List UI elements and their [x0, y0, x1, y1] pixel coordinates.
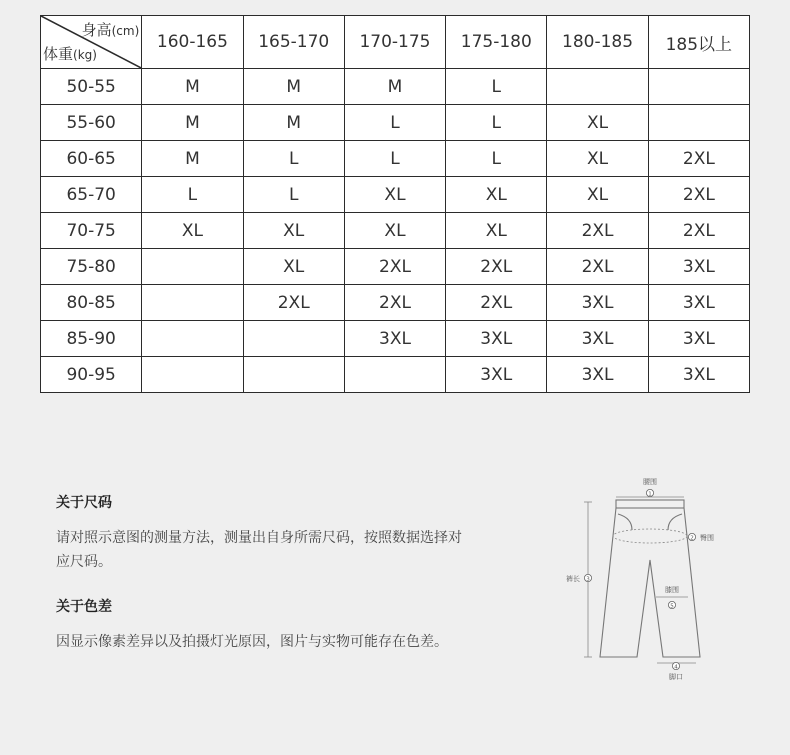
size-cell: M	[142, 105, 243, 141]
weight-row	[41, 69, 750, 105]
size-cell: 2XL	[243, 285, 344, 321]
weight-range-cell: 50-55	[41, 69, 142, 105]
size-cell: 3XL	[446, 357, 547, 393]
height-range-header: 160-165	[142, 16, 243, 69]
height-range-header: 175-180	[446, 16, 547, 69]
about-color-text: 因显示像素差异以及拍摄灯光原因，图片与实物可能存在色差。	[56, 634, 448, 650]
marker-2-number: 2	[690, 535, 694, 542]
size-cell: M	[344, 69, 445, 105]
header-row	[41, 16, 750, 69]
weight-range-cell: 65-70	[41, 177, 142, 213]
about-color-title: 关于色差	[56, 599, 112, 615]
size-cell: 2XL	[648, 177, 749, 213]
weight-range-cell: 90-95	[41, 357, 142, 393]
size-cell: 2XL	[446, 249, 547, 285]
height-range-header: 170-175	[344, 16, 445, 69]
size-cell: 2XL	[648, 213, 749, 249]
size-cell: L	[446, 105, 547, 141]
height-range-header: 185以上	[648, 16, 749, 69]
weight-row	[41, 177, 750, 213]
size-cell: XL	[344, 177, 445, 213]
size-cell: L	[142, 177, 243, 213]
size-cell: 2XL	[547, 249, 648, 285]
size-cell	[344, 357, 445, 393]
weight-row	[41, 321, 750, 357]
size-cell: 3XL	[547, 285, 648, 321]
weight-row	[41, 357, 750, 393]
knee-label: 膝围	[665, 586, 679, 594]
size-cell: 3XL	[648, 357, 749, 393]
hem-label: 脚口	[669, 673, 683, 681]
size-cell: XL	[142, 213, 243, 249]
size-cell	[243, 357, 344, 393]
size-cell: XL	[446, 177, 547, 213]
size-cell: L	[243, 141, 344, 177]
about-size-section	[56, 492, 471, 574]
size-cell: L	[344, 141, 445, 177]
size-cell: XL	[547, 177, 648, 213]
size-cell: L	[446, 141, 547, 177]
weight-range-cell: 55-60	[41, 105, 142, 141]
marker-4-number: 4	[674, 664, 678, 671]
size-cell: XL	[547, 105, 648, 141]
weight-range-cell: 75-80	[41, 249, 142, 285]
marker-5-number: 5	[670, 603, 674, 610]
size-cell: 3XL	[547, 357, 648, 393]
size-cell	[142, 285, 243, 321]
size-cell	[547, 69, 648, 105]
weight-range-cell: 80-85	[41, 285, 142, 321]
size-cell	[142, 357, 243, 393]
weight-row	[41, 105, 750, 141]
about-size-text: 请对照示意图的测量方法，测量出自身所需尺码，按照数据选择对应尺码。	[56, 530, 462, 570]
weight-row	[41, 249, 750, 285]
about-size-title: 关于尺码	[56, 495, 112, 511]
height-axis-label: 身高(cm)	[81, 21, 140, 39]
size-cell: 3XL	[446, 321, 547, 357]
size-chart-table	[40, 15, 750, 393]
size-cell: 3XL	[344, 321, 445, 357]
size-cell: 2XL	[446, 285, 547, 321]
pants-measurement-diagram	[560, 470, 740, 685]
marker-1-number: 1	[648, 491, 652, 498]
size-cell	[142, 321, 243, 357]
length-label: 裤长	[566, 575, 580, 583]
marker-3-number: 3	[586, 576, 590, 583]
weight-range-cell: 60-65	[41, 141, 142, 177]
hip-label: 臀围	[700, 534, 714, 542]
size-cell: XL	[547, 141, 648, 177]
size-cell: 2XL	[547, 213, 648, 249]
size-cell: 3XL	[648, 321, 749, 357]
size-cell: 2XL	[344, 285, 445, 321]
size-cell: M	[243, 69, 344, 105]
size-cell: M	[142, 69, 243, 105]
size-cell: 3XL	[547, 321, 648, 357]
weight-row	[41, 141, 750, 177]
weight-row	[41, 213, 750, 249]
weight-range-cell: 85-90	[41, 321, 142, 357]
size-cell	[648, 105, 749, 141]
weight-row	[41, 285, 750, 321]
size-cell: XL	[243, 213, 344, 249]
size-cell: 2XL	[344, 249, 445, 285]
size-cell	[648, 69, 749, 105]
height-range-header: 165-170	[243, 16, 344, 69]
weight-range-cell: 70-75	[41, 213, 142, 249]
weight-axis-label: 体重(kg)	[43, 45, 97, 63]
waist-label: 腰围	[643, 478, 657, 486]
size-cell: 3XL	[648, 285, 749, 321]
size-cell	[142, 249, 243, 285]
size-cell: L	[446, 69, 547, 105]
corner-header-cell	[41, 16, 142, 69]
size-cell: M	[142, 141, 243, 177]
size-cell: L	[344, 105, 445, 141]
size-cell	[243, 321, 344, 357]
height-range-header: 180-185	[547, 16, 648, 69]
size-table-body	[41, 69, 750, 393]
about-color-section	[56, 596, 471, 654]
size-cell: XL	[243, 249, 344, 285]
size-cell: 2XL	[648, 141, 749, 177]
size-cell: 3XL	[648, 249, 749, 285]
size-cell: XL	[446, 213, 547, 249]
size-cell: XL	[344, 213, 445, 249]
pants-outline	[600, 500, 700, 657]
size-cell: L	[243, 177, 344, 213]
size-cell: M	[243, 105, 344, 141]
